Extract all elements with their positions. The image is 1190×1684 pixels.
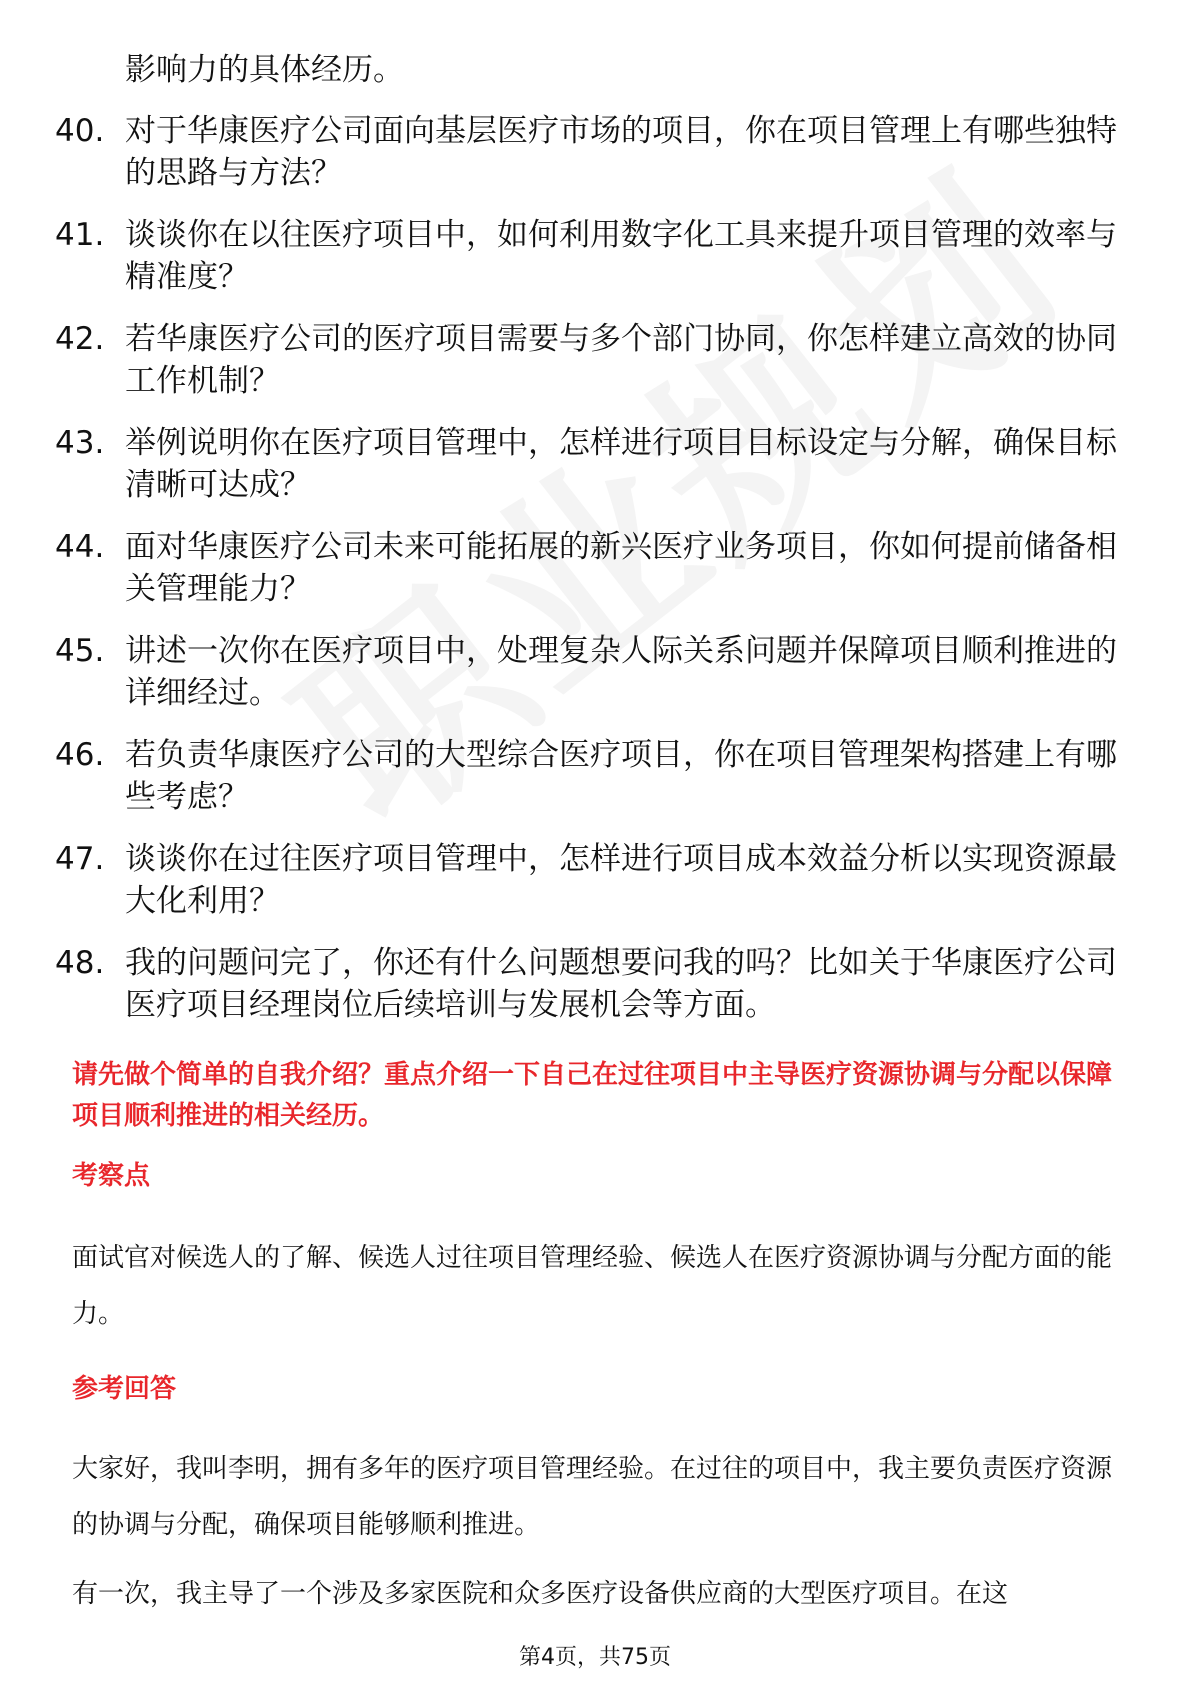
question-number: 40. [55, 113, 105, 149]
question-number: 41. [55, 217, 105, 253]
focus-question: 请先做个简单的自我介绍？重点介绍一下自己在过往项目中主导医疗资源协调与分配以保障项目顺利推进的相关经历。 [72, 1060, 1113, 1131]
question-text: 若华康医疗公司的医疗项目需要与多个部门协同，你怎样建立高效的协同工作机制？ [125, 321, 1117, 399]
question-number: 47. [55, 841, 105, 877]
reference-answer-heading: 参考回答 [72, 1374, 177, 1404]
question-number: 45. [55, 633, 105, 669]
page-number: 第4页，共75页 [519, 1645, 671, 1670]
question-number: 44. [55, 529, 105, 565]
question-text: 我的问题问完了，你还有什么问题想要问我的吗？比如关于华康医疗公司医疗项目经理岗位后续培训与发展机会等方面。 [125, 945, 1117, 1023]
list-item [55, 110, 1135, 194]
question-text: 若负责华康医疗公司的大型综合医疗项目，你在项目管理架构搭建上有哪些考虑？ [125, 737, 1117, 815]
question-list [55, 110, 1135, 1046]
exam-points-text: 面试官对候选人的了解、候选人过往项目管理经验、候选人在医疗资源协调与分配方面的能力。 [72, 1243, 1113, 1329]
list-item [55, 942, 1135, 1026]
question-text: 讲述一次你在医疗项目中，处理复杂人际关系问题并保障项目顺利推进的详细经过。 [125, 633, 1117, 711]
list-item [55, 838, 1135, 922]
question-text: 谈谈你在过往医疗项目管理中，怎样进行项目成本效益分析以实现资源最大化利用？ [125, 841, 1117, 919]
list-item [55, 526, 1135, 610]
continuation-text: 影响力的具体经历。 [125, 52, 404, 88]
list-item [55, 214, 1135, 298]
list-item [55, 318, 1135, 402]
list-item [55, 734, 1135, 818]
answer-paragraph: 有一次，我主导了一个涉及多家医院和众多医疗设备供应商的大型医疗项目。在这 [72, 1579, 1009, 1609]
question-number: 43. [55, 425, 105, 461]
question-text: 面对华康医疗公司未来可能拓展的新兴医疗业务项目，你如何提前储备相关管理能力？ [125, 529, 1117, 607]
exam-points-heading: 考察点 [72, 1161, 151, 1191]
list-item [55, 422, 1135, 506]
question-number: 42. [55, 321, 105, 357]
question-text: 谈谈你在以往医疗项目中，如何利用数字化工具来提升项目管理的效率与精准度？ [125, 217, 1117, 295]
question-text: 对于华康医疗公司面向基层医疗市场的项目，你在项目管理上有哪些独特的思路与方法？ [125, 113, 1117, 191]
question-number: 46. [55, 737, 105, 773]
question-text: 举例说明你在医疗项目管理中，怎样进行项目目标设定与分解，确保目标清晰可达成？ [125, 425, 1117, 503]
answer-paragraph: 大家好，我叫李明，拥有多年的医疗项目管理经验。在过往的项目中，我主要负责医疗资源的协调与分配，确保项目能够顺利推进。 [72, 1454, 1113, 1540]
question-number: 48. [55, 945, 105, 981]
list-item [55, 630, 1135, 714]
